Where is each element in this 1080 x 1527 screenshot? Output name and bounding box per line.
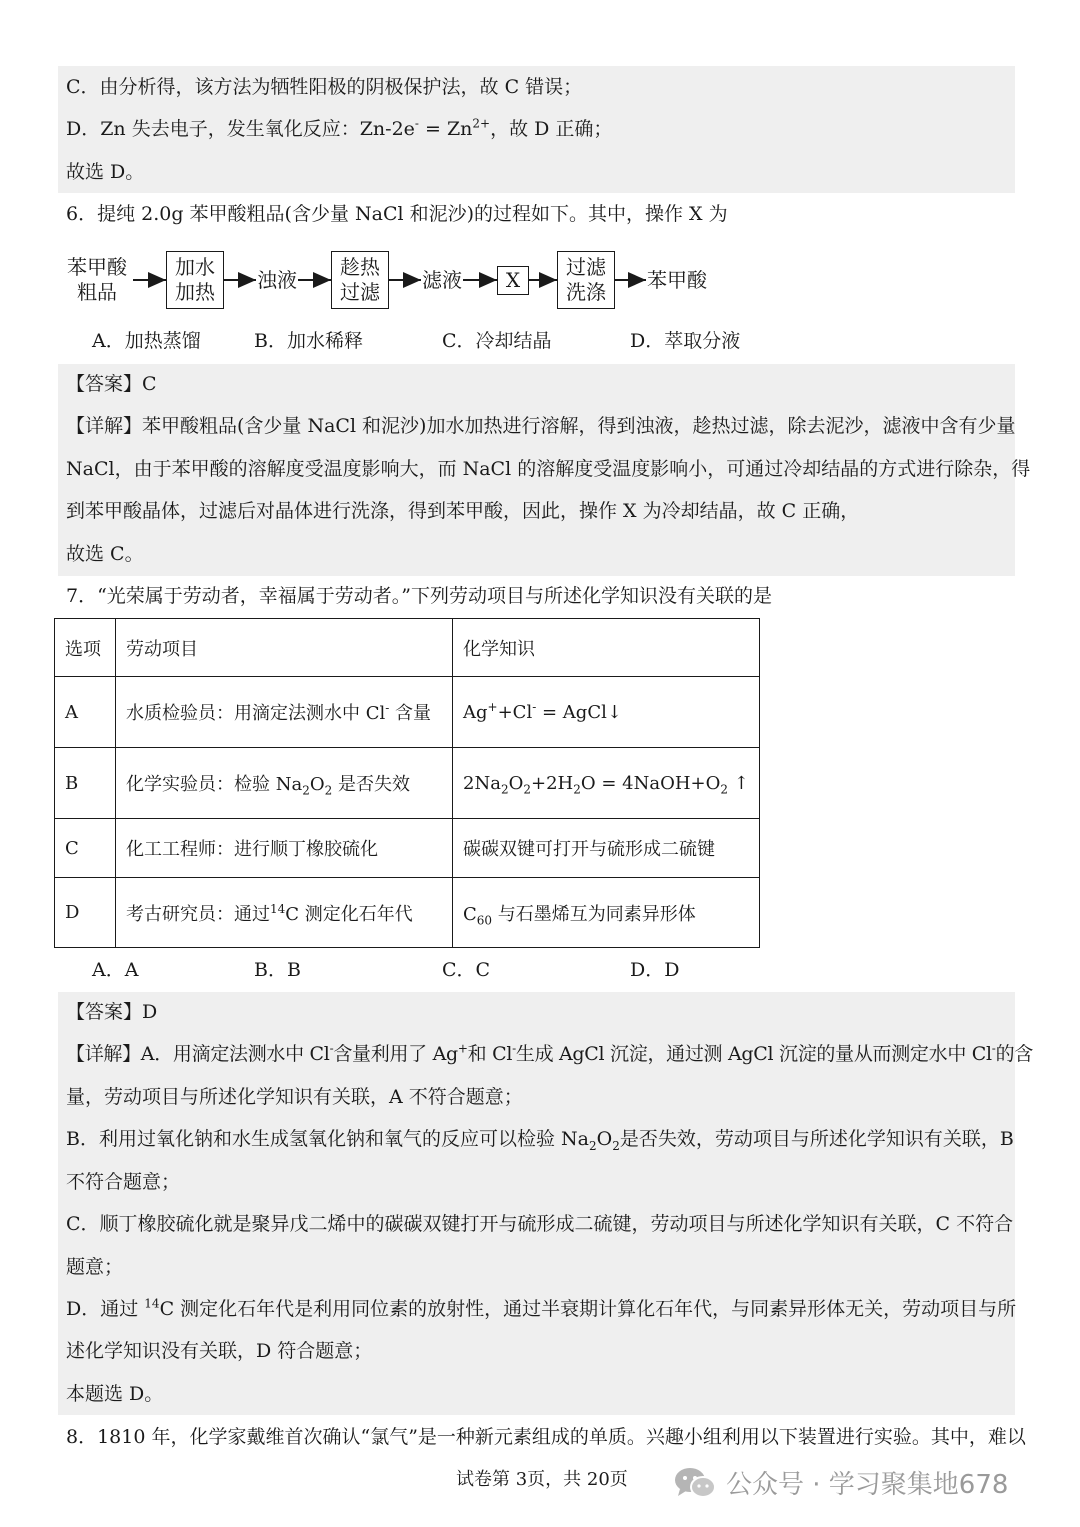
detail-line: 题意； bbox=[66, 1256, 124, 1278]
detail-line: 【详解】苯甲酸粗品(含少量 NaCl 和泥沙)加水加热进行溶解，得到浊液，趁热过滤，除去泥沙，滤液中含有少量 bbox=[66, 415, 1016, 437]
option-d: D．萃取分液 bbox=[630, 330, 741, 352]
detail-line: D．通过 $^{14}$C 测定化石年代是利用同位素的放射性，通过半衰期计算化石年代，与同素异形体无关，劳动项目与所 bbox=[66, 1296, 1017, 1320]
wechat-icon bbox=[672, 1466, 718, 1500]
option-b: B．加水稀释 bbox=[254, 330, 363, 352]
table-row bbox=[55, 878, 760, 948]
answer-line: 【答案】C bbox=[66, 373, 157, 395]
flow-box-hot-filter: 趁热 过滤 bbox=[331, 251, 389, 309]
option-a: A．加热蒸馏 bbox=[92, 330, 201, 352]
detail-line: 故选 C。 bbox=[66, 543, 144, 565]
watermark bbox=[672, 1464, 1008, 1501]
table-row bbox=[55, 748, 760, 819]
table-header: 化学知识 bbox=[453, 619, 760, 677]
flow-start: 苯甲酸 粗品 bbox=[67, 255, 127, 304]
detail-line: 本题选 D。 bbox=[66, 1383, 164, 1405]
table-cell: A bbox=[55, 677, 116, 748]
detail-line: C．顺丁橡胶硫化就是聚异戊二烯中的碳碳双键打开与硫形成二硫键，劳动项目与所述化学知识有关联，C 不符合 bbox=[66, 1213, 1014, 1235]
detail-line: B．利用过氧化钠和水生成氢氧化钠和氧气的反应可以检验 $Na_2O_2$是否失效，劳动项目与所述化学知识有关联，B bbox=[66, 1128, 1014, 1153]
table-row bbox=[55, 677, 760, 748]
table-cell: 化工工程师：进行顺丁橡胶硫化 bbox=[116, 819, 453, 878]
flow-box-filter-wash: 过滤 洗涤 bbox=[557, 251, 615, 309]
text-line: 故选 D。 bbox=[66, 161, 145, 183]
labor-chemistry-table bbox=[54, 618, 760, 948]
detail-line: 量，劳动项目与所述化学知识有关联，A 不符合题意； bbox=[66, 1086, 523, 1108]
flow-arrows bbox=[0, 0, 1080, 330]
detail-line: 【详解】A．用滴定法测水中 Cl-含量利用了 Ag+和 Cl-生成 AgCl 沉淀，通过测 AgCl 沉淀的量从而测定水中 Cl-的含 bbox=[66, 1041, 1033, 1065]
watermark-text: 公众号 · 学习聚集地678 bbox=[726, 1470, 1009, 1500]
question-stem: 6．提纯 2.0g 苯甲酸粗品(含少量 NaCl 和泥沙)的过程如下。其中，操作 X 为 bbox=[66, 203, 728, 225]
table-cell: Ag++Cl- = AgCl↓ bbox=[453, 677, 760, 748]
table-cell: 碳碳双键可打开与硫形成二硫键 bbox=[453, 819, 760, 878]
table-cell: 化学实验员：检验 $Na_2O_2$ 是否失效 bbox=[116, 748, 453, 819]
option-c: C．C bbox=[442, 959, 491, 981]
page-number: 试卷第 3页，共 20页 bbox=[456, 1469, 628, 1490]
text-line: C．由分析得，该方法为牺牲阳极的阴极保护法，故 C 错误； bbox=[66, 76, 583, 98]
flow-end: 苯甲酸 bbox=[647, 268, 707, 292]
flow-box-x: X bbox=[497, 266, 529, 295]
question-stem: 8．1810 年，化学家戴维首次确认“氯气”是一种新元素组成的单质。兴趣小组利用以下装置进行实验。其中，难以 bbox=[66, 1426, 1026, 1448]
table-cell: $2Na_2O_2+2H_2O$ = $4NaOH+O_2$ ↑ bbox=[453, 748, 760, 819]
table-cell: C bbox=[55, 819, 116, 878]
flow-box-add-water-heat: 加水 加热 bbox=[166, 251, 224, 309]
table-header: 选项 bbox=[55, 619, 116, 677]
table-cell: 考古研究员：通过$^{14}$C 测定化石年代 bbox=[116, 878, 453, 948]
text-line: D．Zn 失去电子，发生氧化反应：$Zn-2e^- = Zn^{2+}$，故 D 正确； bbox=[66, 116, 613, 140]
table-row bbox=[55, 819, 760, 878]
table-cell: B bbox=[55, 748, 116, 819]
option-a: A．A bbox=[92, 959, 139, 981]
option-c: C．冷却结晶 bbox=[442, 330, 552, 352]
table-header: 劳动项目 bbox=[116, 619, 453, 677]
flow-filtrate: 滤液 bbox=[422, 268, 462, 292]
detail-line: 述化学知识没有关联，D 符合题意； bbox=[66, 1340, 373, 1362]
question-stem: 7．“光荣属于劳动者，幸福属于劳动者。”下列劳动项目与所述化学知识没有关联的是 bbox=[66, 585, 773, 607]
table-cell: 水质检验员：用滴定法测水中 Cl- 含量 bbox=[116, 677, 453, 748]
table-cell: $C_{60}$ 与石墨烯互为同素异形体 bbox=[453, 878, 760, 948]
detail-line: 到苯甲酸晶体，过滤后对晶体进行洗涤，得到苯甲酸，因此，操作 X 为冷却结晶，故 C 正确， bbox=[66, 500, 860, 522]
table-header-row bbox=[55, 619, 760, 677]
option-d: D．D bbox=[630, 959, 680, 981]
detail-line: NaCl，由于苯甲酸的溶解度受温度影响大，而 NaCl 的溶解度受温度影响小，可通过冷却结晶的方式进行除杂，得 bbox=[66, 458, 1031, 480]
detail-line: 不符合题意； bbox=[66, 1171, 181, 1193]
flow-turbid-liquid: 浊液 bbox=[257, 268, 297, 292]
table-cell: D bbox=[55, 878, 116, 948]
option-b: B．B bbox=[254, 959, 301, 981]
answer-line: 【答案】D bbox=[66, 1001, 158, 1023]
